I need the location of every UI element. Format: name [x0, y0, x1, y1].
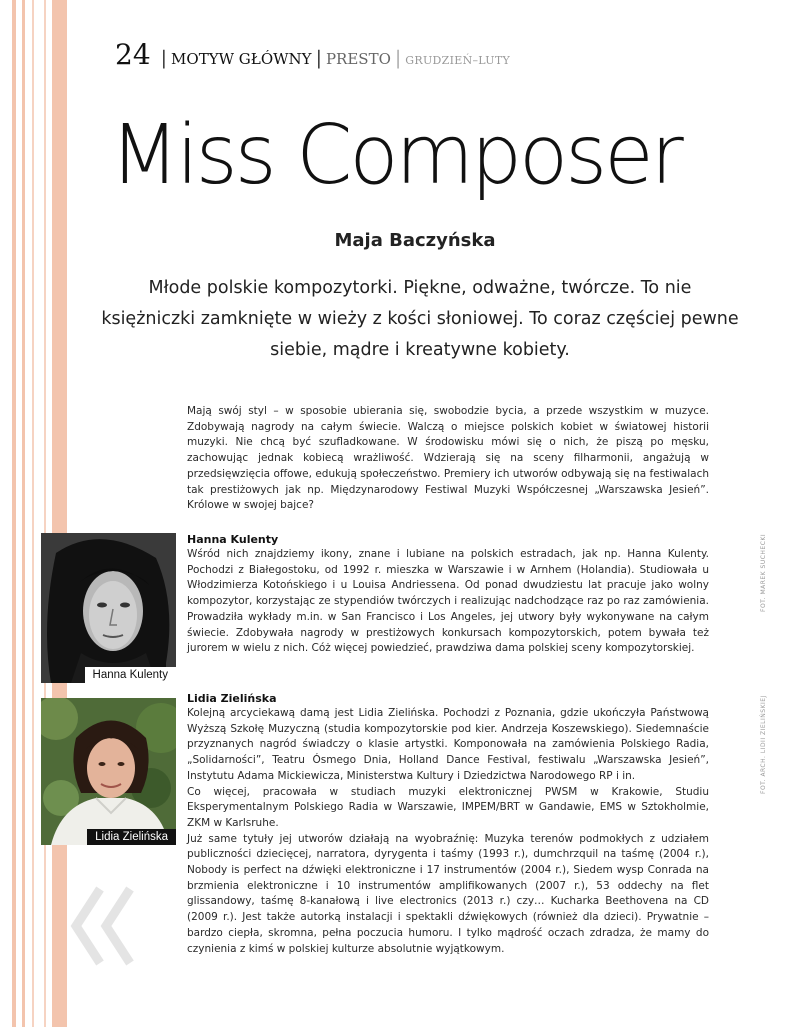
- article-title: Miss Composer: [110, 108, 681, 203]
- issue-date: GRUDZIEŃ–LUTY: [405, 54, 511, 67]
- portrait-hanna-kulenty: [41, 533, 176, 683]
- decorative-stripe: [32, 0, 34, 1027]
- quote-mark-icon: [70, 885, 136, 967]
- decorative-stripe: [52, 0, 67, 1027]
- photo-credit: FOT. ARCH. LIDII ZIELIŃSKIEJ: [760, 695, 767, 794]
- photo-caption: Lidia Zielińska: [87, 829, 176, 845]
- bio-paragraph: Wśród nich znajdziemy ikony, znane i lubiane na polskich estradach, jak np. Hanna Kulenty. Pochodzi z Białegostoku, od 1992 r. mieszka w Warszawie i w Arnhem (Holandia). Studiowała u Włodzimierza Kotońskiego i u Louisa Andriessena. Od ponad dwudziestu lat pracuje jako wolny kompozytor, korzystając ze stypendiów twórczych i realizując nadchodzące raz po raz zamówienia. Prowadziła wykłady m.in. w San Francisco i Los Angeles, jej utwory były wykonywane na całym świecie. Zdobywała nagrody w prestiżowych konkursach kompozytorskich, potem bywała też jurorem w wielu z nich. Cóż więcej powiedzieć, prawdziwa dama polskiej sceny kompozytorskiej.: [187, 548, 709, 655]
- decorative-stripe: [22, 0, 25, 1027]
- article-lead: Młode polskie kompozytorki. Piękne, odważne, twórcze. To nie księżniczki zamknięte w wieży z kości słoniowej. To coraz częściej pewne siebie, mądre i kreatywne kobiety.: [101, 278, 739, 360]
- bio-paragraph: Kolejną arcyciekawą damą jest Lidia Zielińska. Pochodzi z Poznania, gdzie ukończyła Państwową Wyższą Szkołę Muzyczną (studia kompozytorskie pod kier. Andrzeja Koszewskiego). Siedemnaście przyznanych nagród świadczy o klasie artystki. Komponowała na zamówienia Polskiego Radia, „Solidarności”, Teatru Ósmego Dnia, Holland Dance Festival, festiwalu „Warszawska Jesień”, Instytutu Adama Mickiewicza, Ministerstwa Kultury i Dziedzictwa Narodowego RP i in.: [187, 707, 709, 782]
- portrait-image: [41, 698, 176, 845]
- photo-credit: FOT. MAREK SUCHECKI: [760, 533, 767, 612]
- header-separator: |: [315, 47, 322, 69]
- bio-lidia-zielinska: [187, 692, 709, 957]
- decorative-stripe: [44, 0, 46, 1027]
- article-author: Maja Baczyńska: [334, 230, 496, 251]
- bio-name: Hanna Kulenty: [187, 533, 279, 546]
- header-separator: |: [394, 47, 402, 69]
- portrait-lidia-zielinska: [41, 698, 176, 845]
- header-separator: |: [160, 47, 168, 69]
- bio-hanna-kulenty: [187, 533, 709, 657]
- bio-paragraph: Już same tytuły jej utworów działają na wyobraźnię: Muzyka terenów podmokłych z udziałem publiczności dziecięcej, narratora, dyrygenta i taśmy (1993 r.), dumchrzquil na taśmę (2004 r.), Nobody is perfect na dźwięki elektroniczne i 17 instrumentów (2004 r.), Siedem wysp Conrada na brzmienia elektroniczne i 10 instrumentów amplifikowanych (2007 r.), 53 oddechy na flet glissandowy, taśmę 8-kanałową i live electronics (2013 r.) czy… Kucharka Beethovena na CD (2009 r.). Jest także autorką instalacji i spektakli dźwiękowych (również dla dzieci). Prywatnie – bardzo ciepła, skromna, pełna poczucia humoru. I tylko mądrość oczach zdradza, że mamy do czynienia z kimś w polskiej kulturze absolutnie wyjątkowym.: [187, 832, 709, 955]
- bio-paragraph: Co więcej, pracowała w studiach muzyki elektronicznej PWSM w Krakowie, Studiu Eksperymentalnym Polskiego Radia w Warszawie, IMPEM/BRT w Gandawie, EMS w Sztokholmie, ZKM w Karlsruhe.: [187, 785, 709, 829]
- magazine-name: PRESTO: [325, 50, 391, 68]
- decorative-stripe: [12, 0, 16, 1027]
- intro-paragraph: Mają swój styl – w sposobie ubierania się, swobodzie bycia, a przede wszystkim w muzyce. Zdobywają nagrody na całym świecie. Walczą o miejsce polskich kobiet w światowej historii muzyki. Nie chcą być szufladkowane. W środowisku mówi się o nich, że piszą po męsku, zachowując jednak kobiecą wrażliwość. Wdzierają się na sceny filharmonii, angażują w przedsięwzięcia offowe, edukują społeczeństwo. Premiery ich utworów odbywają się na festiwalach tak prestiżowych jak np. Międzynarodowy Festiwal Muzyki Współczesnej „Warszawska Jesień”. Królowe w swojej bajce?: [187, 405, 709, 512]
- photo-caption: Hanna Kulenty: [85, 667, 176, 683]
- running-header: [115, 38, 510, 71]
- page-number: 24: [115, 38, 151, 71]
- portrait-image: [41, 533, 176, 683]
- section-name: MOTYW GŁÓWNY: [171, 50, 312, 68]
- bio-name: Lidia Zielińska: [187, 692, 277, 705]
